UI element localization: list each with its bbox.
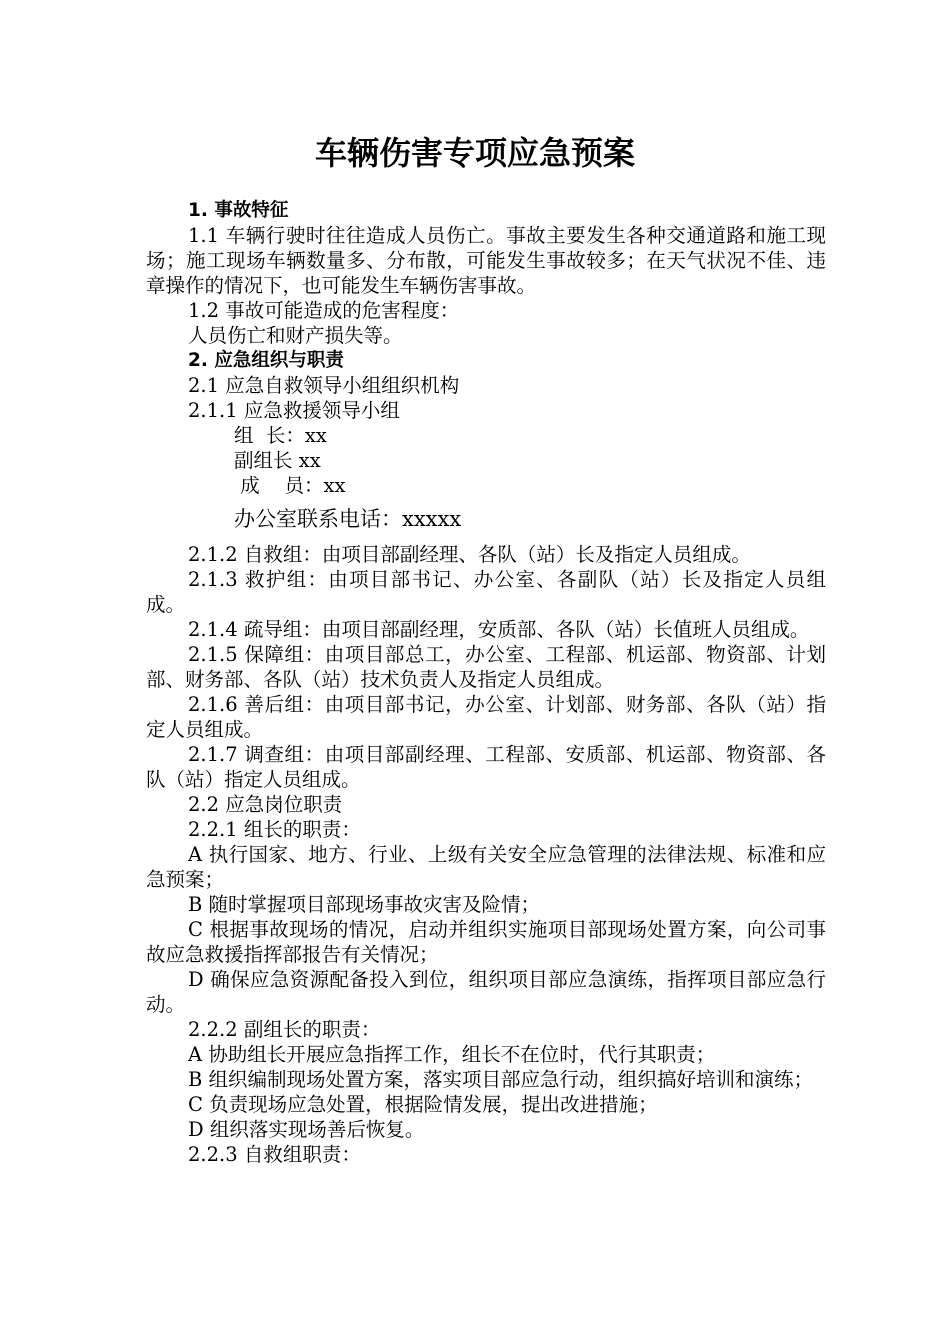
paragraph: 2.2.1 组长的职责：: [188, 818, 361, 841]
section-heading: 1. 事故特征: [188, 200, 289, 221]
paragraph: B 随时掌握项目部现场事故灾害及险情；: [188, 893, 541, 916]
paragraph: 2.1 应急自救领导小组组织机构: [188, 374, 460, 397]
paragraph: 2.1.4 疏导组：由项目部副经理，安质部、各队（站）长值班人员组成。: [188, 618, 810, 641]
paragraph: 2.1.7 调查组：由项目部副经理、工程部、安质部、机运部、物资部、各队（站）指定人员组成。: [146, 743, 826, 791]
paragraph: 1.1 车辆行驶时往往造成人员伤亡。事故主要发生各种交通道路和施工现场；施工现场车辆数量多、分布散，可能发生事故较多；在天气状况不佳、违章操作的情况下，也可能发生车辆伤害事故。: [146, 224, 826, 297]
paragraph: A 协助组长开展应急指挥工作，组长不在位时，代行其职责；: [188, 1043, 716, 1066]
paragraph: 2.2.3 自救组职责：: [188, 1143, 361, 1166]
section-heading: 2. 应急组织与职责: [188, 350, 344, 371]
paragraph: 2.1.1 应急救援领导小组: [188, 399, 400, 422]
contact-phone: 办公室联系电话：xxxxx: [234, 507, 462, 531]
paragraph: 2.2.2 副组长的职责：: [188, 1018, 381, 1041]
paragraph: 2.1.5 保障组：由项目部总工，办公室、工程部、机运部、物资部、计划部、财务部、各队（站）技术负责人及指定人员组成。: [146, 643, 826, 691]
paragraph: A 执行国家、地方、行业、上级有关安全应急管理的法律法规、标准和应急预案；: [146, 843, 826, 891]
paragraph: D 确保应急资源配备投入到位，组织项目部应急演练，指挥项目部应急行动。: [146, 968, 826, 1016]
paragraph: 2.1.6 善后组：由项目部书记，办公室、计划部、财务部、各队（站）指定人员组成。: [146, 693, 826, 741]
team-member-line: 组 长：xx: [234, 424, 327, 447]
document-body: [146, 198, 826, 1167]
team-member-line: 副组长 xx: [234, 449, 321, 472]
document-title: 车辆伤害专项应急预案: [314, 134, 635, 172]
paragraph: D 组织落实现场善后恢复。: [188, 1118, 425, 1141]
paragraph: 1.2 事故可能造成的危害程度：: [188, 299, 460, 322]
paragraph: 2.1.3 救护组：由项目部书记、办公室、各副队（站）长及指定人员组成。: [146, 568, 826, 616]
paragraph: C 负责现场应急处置，根据险情发展，提出改进措施；: [188, 1093, 658, 1116]
paragraph: 2.1.2 自救组：由项目部副经理、各队（站）长及指定人员组成。: [188, 543, 751, 566]
paragraph: C 根据事故现场的情况，启动并组织实施项目部现场处置方案，向公司事故应急救援指挥部报告有关情况；: [146, 918, 826, 966]
paragraph: 人员伤亡和财产损失等。: [188, 324, 403, 347]
paragraph: 2.2 应急岗位职责: [188, 793, 343, 816]
paragraph: B 组织编制现场处置方案，落实项目部应急行动，组织搞好培训和演练；: [188, 1068, 814, 1091]
team-member-line: 成 员：xx: [234, 474, 346, 497]
